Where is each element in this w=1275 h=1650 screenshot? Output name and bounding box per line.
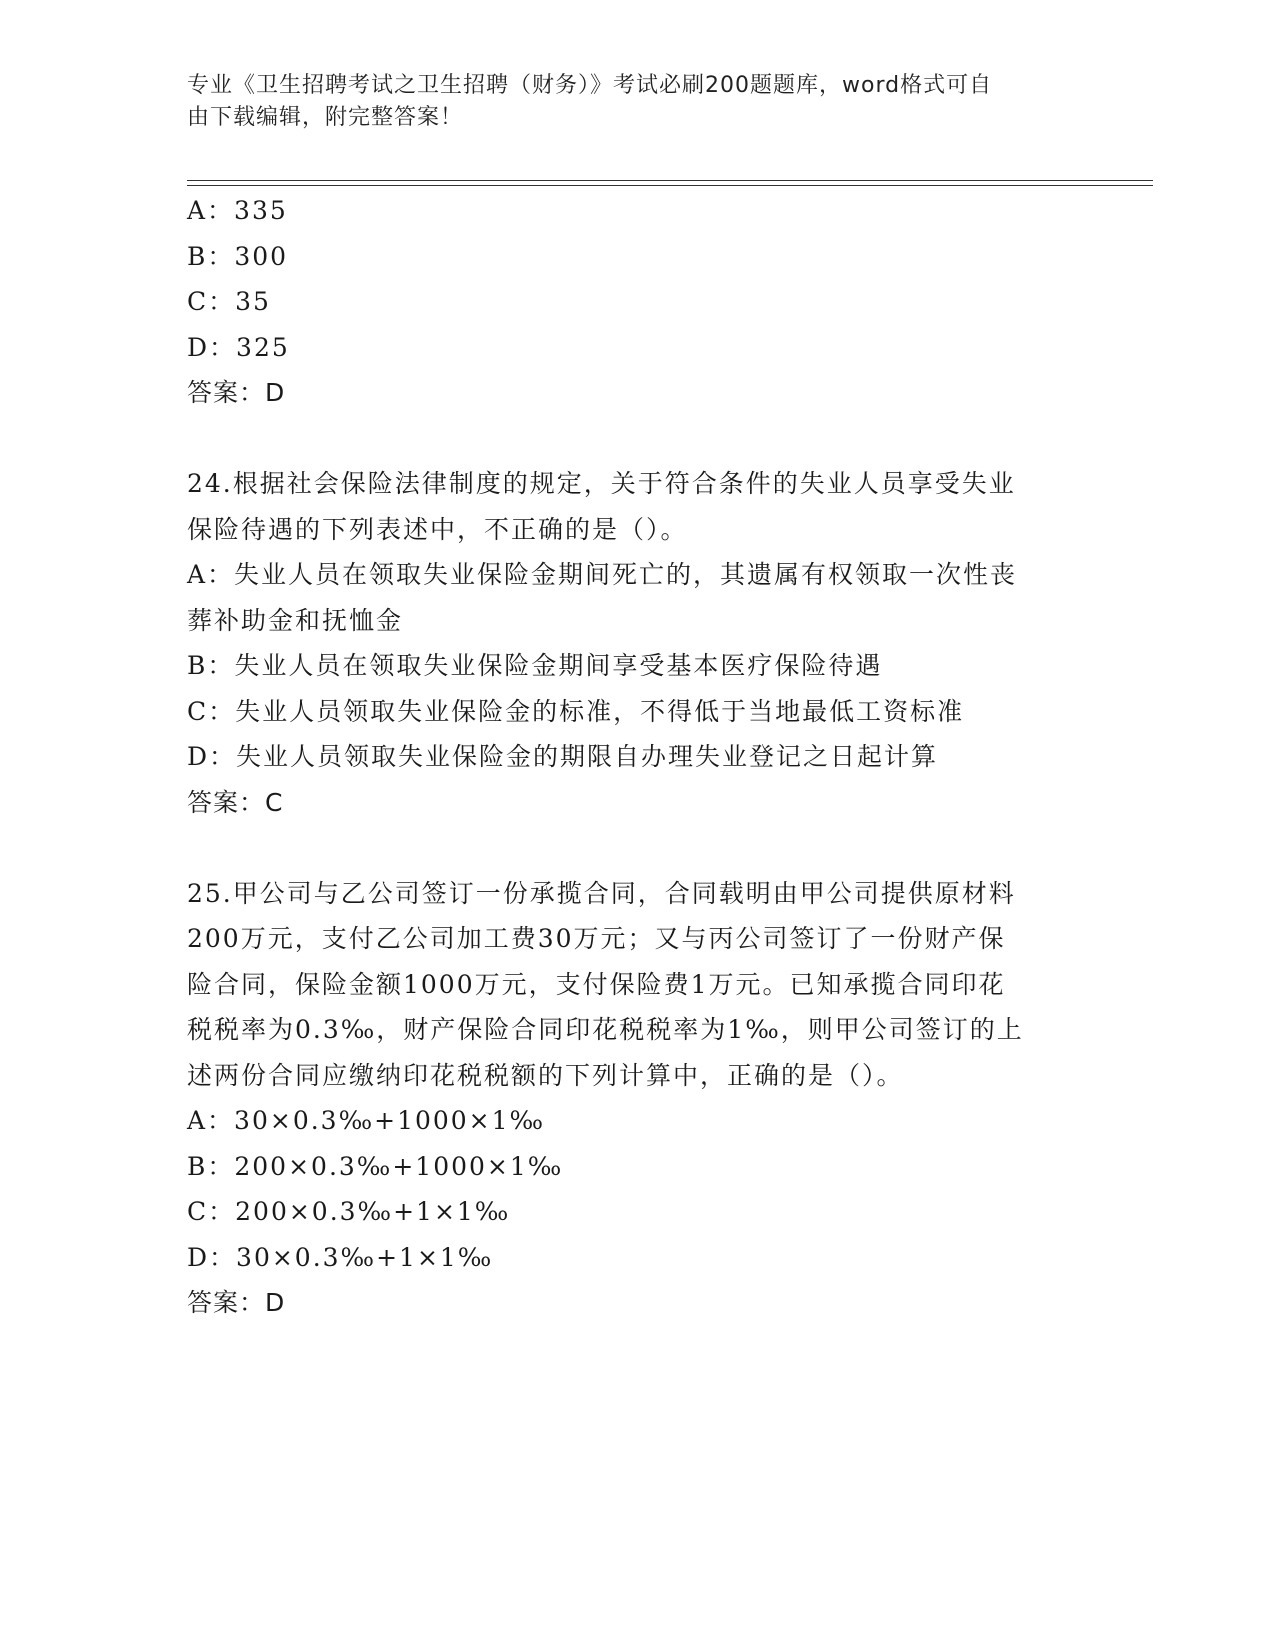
question-25 [187, 871, 1087, 1326]
option-b: B：300 [187, 241, 289, 271]
header-divider-bottom [187, 185, 1153, 186]
option-b: B：200×0.3‰+1000×1‰ [187, 1151, 564, 1181]
header-divider-top [187, 180, 1153, 181]
header-line-2: 由下载编辑，附完整答案！ [187, 105, 464, 130]
option-c: C：失业人员领取失业保险金的标准，不得低于当地最低工资标准 [187, 696, 965, 726]
question-stem-line: 险合同，保险金额1000万元，支付保险费1万元。已知承揽合同印花 [187, 969, 1006, 999]
option-d: D：失业人员领取失业保险金的期限自办理失业登记之日起计算 [187, 742, 939, 771]
answer: 答案：D [187, 378, 286, 407]
option-a: A：335 [187, 196, 288, 225]
question-23 [187, 188, 1087, 416]
question-stem-line: 述两份合同应缴纳印花税税额的下列计算中，正确的是（）。 [187, 1060, 904, 1090]
option-a: A：30×0.3‰+1000×1‰ [187, 1106, 546, 1135]
option-d: D：325 [187, 332, 290, 362]
document-body [187, 188, 1087, 1326]
question-stem-line: 200万元，支付乙公司加工费30万元；又与丙公司签订了一份财产保 [187, 924, 1006, 953]
header-line-1: 专业《卫生招聘考试之卫生招聘（财务）》考试必刷200题题库，word格式可自 [187, 73, 993, 98]
option-d: D：30×0.3‰+1×1‰ [187, 1242, 494, 1272]
question-stem-line: 24.根据社会保险法律制度的规定，关于符合条件的失业人员享受失业 [187, 469, 1016, 498]
spacer [187, 825, 1087, 871]
option-c: C：200×0.3‰+1×1‰ [187, 1197, 511, 1226]
document-header [187, 70, 1067, 134]
answer: 答案：D [187, 1288, 286, 1317]
question-stem-line: 保险待遇的下列表述中，不正确的是（）。 [187, 514, 688, 544]
question-stem-line: 25.甲公司与乙公司签订一份承揽合同，合同载明由甲公司提供原材料 [187, 878, 1016, 908]
option-b: B：失业人员在领取失业保险金期间享受基本医疗保险待遇 [187, 651, 883, 680]
question-stem-line: 税税率为0.3‰，财产保险合同印花税税率为1‰，则甲公司签订的上 [187, 1015, 1024, 1044]
answer: 答案：C [187, 787, 284, 817]
option-a: A：失业人员在领取失业保险金期间死亡的，其遗属有权领取一次性丧 [187, 560, 1018, 589]
option-c: C：35 [187, 287, 271, 316]
question-24 [187, 461, 1087, 825]
option-a-continued: 葬补助金和抚恤金 [187, 605, 404, 635]
spacer [187, 416, 1087, 462]
